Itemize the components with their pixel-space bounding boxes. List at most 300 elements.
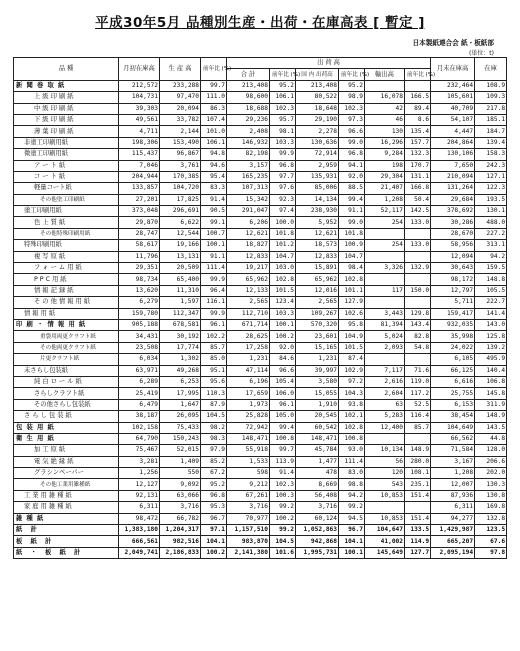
- header-total-yoy: 前年比 (%): [270, 69, 296, 80]
- page-title: 平成30年5月 品種別生産・出荷・在庫高表 [ 暫定 ]: [95, 15, 425, 31]
- table-cell: 3,716: [227, 502, 270, 513]
- table-cell: 2,186,833: [160, 547, 201, 558]
- table-cell: 100.2: [201, 547, 227, 558]
- table-cell: 95.3: [201, 502, 227, 513]
- table-cell: 28,747: [119, 228, 160, 239]
- table-cell: 93.0: [339, 445, 365, 456]
- table-cell: 27,201: [119, 194, 160, 205]
- table-cell: 99.1: [201, 217, 227, 228]
- row-label: 情 報 用 紙: [14, 308, 119, 319]
- table-cell: 127.1: [475, 171, 507, 182]
- table-cell: 6,253: [160, 376, 201, 387]
- table-cell: 148,471: [296, 433, 339, 444]
- table-row: [14, 456, 507, 467]
- table-cell: 106.1: [270, 92, 296, 103]
- table-cell: 91.4: [201, 194, 227, 205]
- table-cell: 142.5: [405, 206, 431, 217]
- row-label: P P C 用 紙: [14, 274, 119, 285]
- table-cell: 254: [365, 217, 405, 228]
- row-label: さ ら し 包 装 紙: [14, 411, 119, 422]
- table-cell: 4,711: [119, 126, 160, 137]
- table-cell: 15,055: [296, 388, 339, 399]
- table-cell: 98.8: [339, 479, 365, 490]
- table-cell: 111.0: [201, 92, 227, 103]
- table-cell: 107.4: [201, 114, 227, 125]
- table-cell: 135,931: [296, 171, 339, 182]
- table-cell: 99.4: [339, 194, 365, 205]
- table-cell: 98.3: [201, 433, 227, 444]
- table-cell: 131.1: [405, 171, 431, 182]
- table-cell: [405, 297, 431, 308]
- table-cell: 10,853: [365, 513, 405, 524]
- table-cell: 213,408: [296, 80, 339, 91]
- table-cell: 120: [365, 468, 405, 479]
- table-cell: 95.8: [339, 319, 365, 330]
- table-row: [14, 92, 507, 103]
- table-cell: 2,093: [365, 342, 405, 353]
- table-cell: 198: [365, 160, 405, 171]
- table-cell: 133.5: [405, 525, 431, 536]
- table-cell: 235.1: [405, 479, 431, 490]
- table-cell: 598: [227, 468, 270, 479]
- table-row: [14, 479, 507, 490]
- table-cell: 83.3: [201, 183, 227, 194]
- table-cell: 17,659: [227, 388, 270, 399]
- table-cell: 8.6: [405, 114, 431, 125]
- table-cell: 6,289: [119, 376, 160, 387]
- table-cell: 94.5: [339, 513, 365, 524]
- table-cell: 104,649: [431, 422, 475, 433]
- row-label: 複 写 原 紙: [14, 251, 119, 262]
- organization-name: 日本製紙連合会 紙・板紙部: [412, 39, 494, 47]
- table-cell: 29,304: [365, 171, 405, 182]
- table-cell: 109,267: [296, 308, 339, 319]
- table-cell: 2,565: [296, 297, 339, 308]
- table-cell: 98,172: [431, 274, 475, 285]
- table-body: [14, 80, 507, 558]
- table-cell: 97.7: [270, 171, 296, 182]
- table-cell: 104.3: [339, 388, 365, 399]
- table-row: [14, 399, 507, 410]
- table-cell: 96.7: [201, 513, 227, 524]
- table-cell: 45,784: [296, 445, 339, 456]
- table-row: [14, 228, 507, 239]
- table-cell: 96,867: [160, 149, 201, 160]
- table-cell: 94.2: [339, 490, 365, 501]
- table-cell: 2,049,741: [119, 547, 160, 558]
- table-cell: 80,522: [296, 92, 339, 103]
- table-cell: 2,095,194: [431, 547, 475, 558]
- table-cell: 139.4: [475, 137, 507, 148]
- table-cell: 47,114: [227, 365, 270, 376]
- table-cell: 130.3: [475, 479, 507, 490]
- table-cell: 3,716: [296, 502, 339, 513]
- table-cell: 238,930: [296, 206, 339, 217]
- table-cell: [365, 80, 405, 91]
- row-label: その他塗工印刷紙: [14, 194, 119, 205]
- table-cell: 98,600: [227, 92, 270, 103]
- table-row: [14, 365, 507, 376]
- table-cell: 19,166: [160, 240, 201, 251]
- table-cell: 139.2: [475, 342, 507, 353]
- table-cell: 66,782: [160, 513, 201, 524]
- row-label: さらしクラフト紙: [14, 388, 119, 399]
- table-cell: 102,158: [119, 422, 160, 433]
- table-cell: 12,621: [227, 228, 270, 239]
- table-cell: 18,827: [227, 240, 270, 251]
- table-row: [14, 388, 507, 399]
- table-cell: 9,092: [160, 479, 201, 490]
- header-open-stock: 月初在庫高: [119, 58, 160, 81]
- table-row: [14, 525, 507, 536]
- table-cell: 148.8: [475, 274, 507, 285]
- table-cell: 104.9: [339, 331, 365, 342]
- table-cell: 206.6: [475, 456, 507, 467]
- table-cell: 67.6: [475, 536, 507, 547]
- table-cell: 105.5: [475, 285, 507, 296]
- table-cell: 91.1: [201, 251, 227, 262]
- table-cell: 198,306: [119, 137, 160, 148]
- table-row: [14, 411, 507, 422]
- table-cell: 64,790: [119, 433, 160, 444]
- table-row: [14, 445, 507, 456]
- table-cell: 104.1: [201, 536, 227, 547]
- table-cell: 29,236: [227, 114, 270, 125]
- table-cell: 280.0: [405, 456, 431, 467]
- table-row: [14, 422, 507, 433]
- table-cell: 2,141,380: [227, 547, 270, 558]
- table-cell: 101.8: [339, 228, 365, 239]
- row-label: 塗工印刷用紙: [14, 206, 119, 217]
- table-cell: 108.1: [405, 468, 431, 479]
- table-cell: 72,914: [296, 149, 339, 160]
- table-cell: 114.9: [405, 536, 431, 547]
- table-row: [14, 103, 507, 114]
- table-cell: 148.9: [475, 411, 507, 422]
- header-end-stock: 月末在庫高: [431, 58, 475, 81]
- table-cell: 1,597: [160, 297, 201, 308]
- table-cell: 104,731: [119, 92, 160, 103]
- table-cell: 296,691: [160, 206, 201, 217]
- table-cell: 100.3: [270, 490, 296, 501]
- table-cell: 41,002: [365, 536, 405, 547]
- table-cell: 132.3: [405, 149, 431, 160]
- table-cell: 1,256: [119, 468, 160, 479]
- table-cell: 905,188: [119, 319, 160, 330]
- table-row: [14, 274, 507, 285]
- table-cell: 92.0: [270, 342, 296, 353]
- table-cell: 210,094: [431, 171, 475, 182]
- header-item: 品 種: [14, 58, 119, 81]
- header-shipments: 出 荷 高: [227, 58, 431, 69]
- row-label: 中 級 印 刷 紙: [14, 103, 119, 114]
- table-cell: 23,601: [296, 331, 339, 342]
- table-cell: 3,443: [365, 308, 405, 319]
- table-cell: 100.2: [270, 331, 296, 342]
- table-cell: 97.8: [475, 547, 507, 558]
- table-cell: 99.2: [270, 502, 296, 513]
- row-label: ア ー ト 紙: [14, 160, 119, 171]
- table-cell: 570,320: [296, 319, 339, 330]
- table-cell: 42: [365, 103, 405, 114]
- table-cell: 54,107: [431, 114, 475, 125]
- table-cell: 104.7: [339, 251, 365, 262]
- table-cell: 6,622: [160, 217, 201, 228]
- table-cell: 378,692: [431, 206, 475, 217]
- table-cell: 83.0: [339, 468, 365, 479]
- header-production: 生 産 高: [160, 58, 201, 81]
- table-cell: 105,601: [431, 92, 475, 103]
- table-cell: 97.9: [201, 445, 227, 456]
- table-cell: 63,971: [119, 365, 160, 376]
- row-label: その他さらし包装紙: [14, 399, 119, 410]
- table-cell: 222.7: [475, 297, 507, 308]
- table-cell: 96.7: [339, 525, 365, 536]
- row-label: 雑 種 紙: [14, 513, 119, 524]
- table-cell: 2,959: [296, 160, 339, 171]
- table-cell: 125.8: [475, 331, 507, 342]
- table-cell: 96.1: [270, 399, 296, 410]
- table-cell: 3,326: [365, 263, 405, 274]
- table-cell: 104.5: [270, 536, 296, 547]
- table-cell: 56: [365, 456, 405, 467]
- table-cell: 2,616: [365, 376, 405, 387]
- table-cell: 7,046: [119, 160, 160, 171]
- table-cell: 1,647: [160, 399, 201, 410]
- table-cell: 151.4: [405, 513, 431, 524]
- table-cell: 12,016: [296, 285, 339, 296]
- table-cell: 1,910: [296, 399, 339, 410]
- table-cell: 90.5: [201, 206, 227, 217]
- unit-note: (単位：t): [468, 50, 494, 57]
- table-cell: 3,761: [160, 160, 201, 171]
- table-cell: 52,117: [365, 206, 405, 217]
- table-cell: 85,006: [296, 183, 339, 194]
- header-domestic-yoy: 前年比 (%): [339, 69, 365, 80]
- row-label: 微塗工印刷用紙: [14, 149, 119, 160]
- table-cell: 145.8: [475, 388, 507, 399]
- table-cell: 49,561: [119, 114, 160, 125]
- table-cell: 1,052,863: [296, 525, 339, 536]
- table-cell: 52.5: [405, 399, 431, 410]
- table-cell: 1,302: [160, 354, 201, 365]
- table-cell: 102.8: [270, 274, 296, 285]
- table-cell: 10,134: [365, 445, 405, 456]
- table-cell: 11,796: [119, 251, 160, 262]
- table-cell: 102.3: [270, 103, 296, 114]
- table-cell: 24,022: [431, 342, 475, 353]
- table-cell: 39,997: [296, 365, 339, 376]
- table-cell: 85.7: [405, 422, 431, 433]
- table-cell: 127.9: [339, 297, 365, 308]
- table-cell: 133.0: [405, 240, 431, 251]
- table-cell: 98.1: [270, 126, 296, 137]
- table-cell: 132.9: [405, 263, 431, 274]
- table-cell: 100.9: [339, 240, 365, 251]
- table-cell: 170,385: [160, 171, 201, 182]
- table-cell: 678,581: [160, 319, 201, 330]
- table-cell: 2,565: [227, 297, 270, 308]
- table-cell: [405, 80, 431, 91]
- table-cell: 75,467: [119, 445, 160, 456]
- table-cell: 100.0: [270, 217, 296, 228]
- table-cell: 70,977: [227, 513, 270, 524]
- row-label: 非塗工印刷用紙: [14, 137, 119, 148]
- table-cell: 373,048: [119, 206, 160, 217]
- table-cell: 84.6: [270, 354, 296, 365]
- table-cell: 103.3: [270, 308, 296, 319]
- table-row: [14, 513, 507, 524]
- table-cell: 2,408: [227, 126, 270, 137]
- table-cell: 202.0: [475, 468, 507, 479]
- table-cell: 92,131: [119, 490, 160, 501]
- table-cell: 313.1: [475, 240, 507, 251]
- table-cell: 1,533: [227, 456, 270, 467]
- table-cell: 99.9: [201, 274, 227, 285]
- table-cell: 4,447: [431, 126, 475, 137]
- table-cell: 99.7: [201, 80, 227, 91]
- table-cell: 942,868: [296, 536, 339, 547]
- header-export: 輸出高: [365, 69, 405, 80]
- table-cell: 12,833: [227, 251, 270, 262]
- table-cell: 105.0: [270, 411, 296, 422]
- table-cell: 29,870: [119, 217, 160, 228]
- table-cell: 106.0: [270, 388, 296, 399]
- table-cell: 115,437: [119, 149, 160, 160]
- table-cell: 66,562: [431, 433, 475, 444]
- table-cell: 50.4: [405, 194, 431, 205]
- table-cell: 153,490: [160, 137, 201, 148]
- table-cell: 92.3: [270, 194, 296, 205]
- table-row: [14, 547, 507, 558]
- table-cell: 146,932: [227, 137, 270, 148]
- table-cell: 96.1: [201, 319, 227, 330]
- table-cell: 99.0: [339, 217, 365, 228]
- table-cell: 495.9: [475, 354, 507, 365]
- row-label: コ ー ト 紙: [14, 171, 119, 182]
- table-row: [14, 194, 507, 205]
- table-cell: [365, 433, 405, 444]
- header-export-yoy: 前年比 (%): [405, 69, 431, 80]
- table-row: [14, 342, 507, 353]
- table-cell: 6,279: [119, 297, 160, 308]
- table-row: [14, 536, 507, 547]
- table-cell: 13,620: [119, 285, 160, 296]
- table-cell: 123.5: [475, 525, 507, 536]
- table-cell: 543: [365, 479, 405, 490]
- table-cell: [365, 502, 405, 513]
- table-row: [14, 160, 507, 171]
- table-cell: 95.1: [201, 365, 227, 376]
- table-cell: 17,774: [160, 342, 201, 353]
- row-label: 特殊印刷用紙: [14, 240, 119, 251]
- table-cell: 671,714: [227, 319, 270, 330]
- table-cell: 19,217: [227, 263, 270, 274]
- table-cell: 98,472: [119, 513, 160, 524]
- table-cell: 104,720: [160, 183, 201, 194]
- table-cell: 60,542: [296, 422, 339, 433]
- table-cell: 102.2: [201, 331, 227, 342]
- table-cell: [405, 251, 431, 262]
- table-cell: [405, 502, 431, 513]
- row-label: 軽量コート紙: [14, 183, 119, 194]
- table-cell: 158.3: [475, 149, 507, 160]
- table-cell: 143.0: [475, 319, 507, 330]
- row-label: 純 白 ロ ー ル 紙: [14, 376, 119, 387]
- table-cell: 101.6: [270, 547, 296, 558]
- table-cell: 85.0: [201, 354, 227, 365]
- row-label: 新 聞 巻 取 紙: [14, 80, 119, 91]
- table-cell: 65,400: [160, 274, 201, 285]
- table-cell: 29,351: [119, 263, 160, 274]
- table-cell: 141.4: [475, 308, 507, 319]
- table-cell: 5,952: [296, 217, 339, 228]
- table-cell: 108.9: [475, 80, 507, 91]
- table-cell: 311.9: [475, 399, 507, 410]
- table-cell: 96.6: [339, 126, 365, 137]
- table-row: [14, 285, 507, 296]
- table-cell: 148,471: [227, 433, 270, 444]
- table-cell: 104.1: [339, 536, 365, 547]
- table-cell: 95.2: [201, 479, 227, 490]
- header-production-yoy: 前年比 (%): [201, 58, 227, 81]
- table-cell: 9,284: [365, 149, 405, 160]
- table-cell: 103.3: [270, 137, 296, 148]
- table-cell: 133.0: [405, 217, 431, 228]
- table-cell: 983,870: [227, 536, 270, 547]
- table-cell: 29,684: [431, 194, 475, 205]
- table-cell: [365, 251, 405, 262]
- table-cell: 1,208: [365, 194, 405, 205]
- header-stock: 在庫: [475, 58, 507, 81]
- table-cell: 166.5: [405, 92, 431, 103]
- table-cell: 3,157: [227, 160, 270, 171]
- table-cell: 82.8: [405, 331, 431, 342]
- table-cell: 102.3: [270, 479, 296, 490]
- table-cell: 91.1: [339, 206, 365, 217]
- table-cell: 217.8: [475, 103, 507, 114]
- table-cell: 92.0: [339, 171, 365, 182]
- table-cell: 52,015: [160, 445, 201, 456]
- table-cell: 185.1: [475, 114, 507, 125]
- table-cell: 6,616: [431, 376, 475, 387]
- table-cell: 5,711: [431, 297, 475, 308]
- table-cell: 101.1: [339, 285, 365, 296]
- table-cell: 103.0: [270, 263, 296, 274]
- table-cell: 46: [365, 114, 405, 125]
- table-cell: 110.3: [201, 388, 227, 399]
- table-cell: 44.8: [475, 433, 507, 444]
- table-cell: 213,408: [227, 80, 270, 91]
- table-cell: 143.4: [405, 319, 431, 330]
- table-cell: 58,956: [431, 240, 475, 251]
- table-cell: 97,470: [160, 92, 201, 103]
- table-cell: 102.8: [339, 422, 365, 433]
- table-cell: 5,283: [365, 411, 405, 422]
- table-cell: 119.0: [405, 376, 431, 387]
- table-cell: 55,918: [227, 445, 270, 456]
- row-label: 紙 ・ 板 紙 計: [14, 547, 119, 558]
- table-cell: 99.9: [270, 149, 296, 160]
- table-cell: 25,419: [119, 388, 160, 399]
- table-cell: 97.3: [339, 114, 365, 125]
- table-cell: 18,688: [227, 103, 270, 114]
- table-cell: 101.5: [339, 342, 365, 353]
- table-cell: 28,625: [227, 331, 270, 342]
- header-total: 合 計: [227, 69, 270, 80]
- table-cell: 148.9: [405, 445, 431, 456]
- table-cell: 151.4: [405, 490, 431, 501]
